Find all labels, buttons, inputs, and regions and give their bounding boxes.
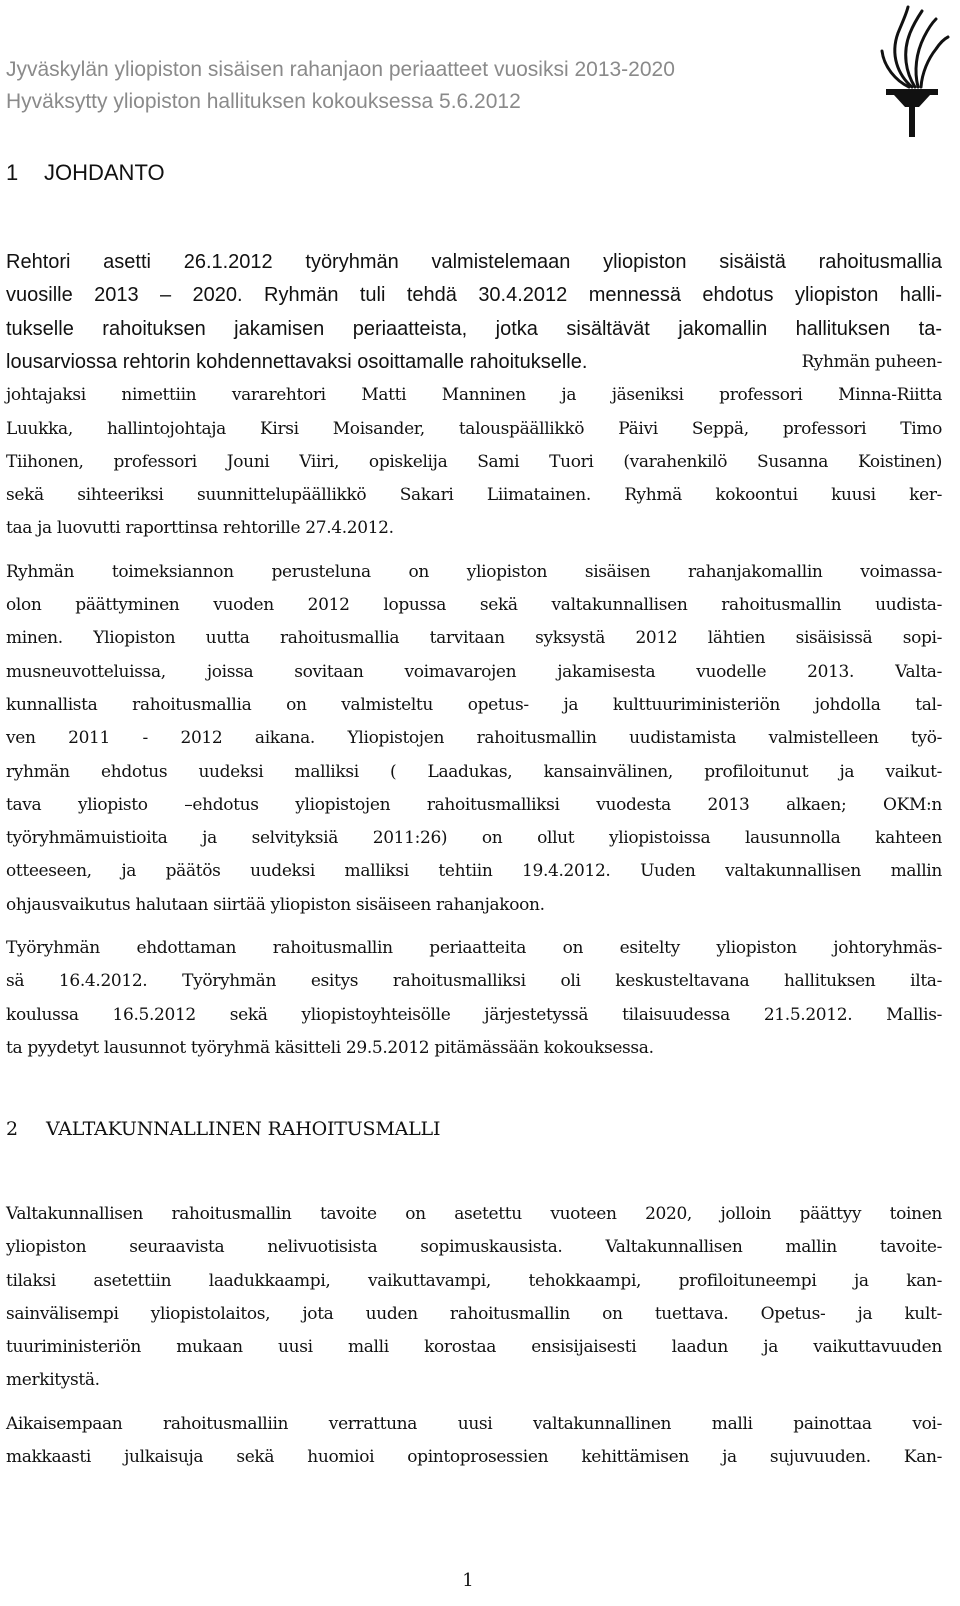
text-line [6, 346, 942, 379]
text-line: yliopiston seuraavista nelivuotisista sopimuskausista. Valtakunnallisen mallin tavoite- [6, 1237, 942, 1258]
text-line: tukselle rahoituksen jakamisen periaatteista, jotka sisältävät jakomallin hallituksen ta- [6, 317, 942, 340]
text-line: sainvälisempi yliopistolaitos, jota uuden rahoitusmallin on tuettava. Opetus- ja kult- [6, 1303, 942, 1324]
text-line: musneuvotteluissa, joissa sovitaan voimavarojen jakamisesta vuodelle 2013. Valta- [6, 661, 942, 682]
page-number: 1 [462, 1570, 474, 1591]
document-header [6, 54, 856, 118]
section-2-number: 2 [6, 1118, 18, 1140]
text-line: makkaasti julkaisuja sekä huomioi opintoprosessien kehittämisen ja sujuvuuden. Kan- [6, 1447, 942, 1468]
section-1-heading [6, 160, 165, 186]
text-line: kunnallista rahoitusmallia on valmisteltu opetus- ja kulttuuriministeriön johdolla tal- [6, 694, 942, 715]
text-line: Työryhmän ehdottaman rahoitusmallin periaatteita on esitelty yliopiston johtoryhmäs- [6, 938, 942, 959]
text-line: johtajaksi nimettiin vararehtori Matti Manninen ja jäseniksi professori Minna-Riitta [6, 385, 942, 406]
text-line: ryhmän ehdotus uudeksi malliksi ( Laadukas, kansainvälinen, profiloitunut ja vaikut- [6, 761, 942, 782]
paragraph-national-goal [6, 1198, 942, 1398]
section-2-title: VALTAKUNNALLINEN RAHOITUSMALLI [46, 1118, 441, 1140]
text-line: työryhmämuistioita ja selvityksiä 2011:26) on ollut yliopistoissa lausunnolla kahteen [6, 828, 942, 849]
torch-logo-icon [872, 3, 952, 139]
section-2-body [6, 1198, 942, 1484]
text-line: taa ja luovutti raporttinsa rehtorille 27.4.2012. [6, 518, 394, 539]
text-line: koulussa 16.5.2012 sekä yliopistoyhteisölle järjestetyssä tilaisuudessa 21.5.2012. Mallis- [6, 1004, 942, 1025]
paragraph-group-members [6, 379, 942, 545]
text-line: Luukka, hallintojohtaja Kirsi Moisander, talouspäällikkö Päivi Seppä, professori Timo [6, 418, 942, 439]
text-line: otteeseen, ja päätös uudeksi malliksi tehtiin 19.4.2012. Uuden valtakunnallisen mallin [6, 861, 942, 882]
text-line: ohjausvaikutus halutaan siirtää yliopiston sisäiseen rahanjakoon. [6, 894, 545, 915]
text-line: minen. Yliopiston uutta rahoitusmallia tarvitaan syksystä 2012 lähtien sisäisissä sopi- [6, 628, 942, 649]
paragraph-mandate [6, 556, 942, 922]
text-line: tava yliopisto –ehdotus yliopistojen rahoitusmalliksi vuodesta 2013 alkaen; OKM:n [6, 794, 942, 815]
text-line: Ryhmän toimeksiannon perusteluna on yliopiston sisäisen rahanjakomallin voimassa- [6, 561, 942, 582]
section-1-number: 1 [6, 160, 19, 185]
text-line: vuosille 2013 – 2020. Ryhmän tuli tehdä 30.4.2012 mennessä ehdotus yliopiston halli- [6, 284, 942, 307]
text-line: Valtakunnallisen rahoitusmallin tavoite on asetettu vuoteen 2020, jolloin päättyy toinen [6, 1204, 942, 1224]
text-line: merkitystä. [6, 1370, 100, 1391]
paragraph-comparison [6, 1408, 942, 1475]
text-line: tilaksi asetettiin laadukkaampi, vaikuttavampi, tehokkaampi, profiloituneempi ja kan- [6, 1270, 942, 1291]
section-1-title: JOHDANTO [44, 160, 165, 185]
paragraph-process [6, 932, 942, 1065]
intro-last-line: lousarviossa rehtorin kohdennettavaksi osoittamalle rahoitukselle. [6, 351, 588, 373]
text-line: ven 2011 - 2012 aikana. Yliopistojen rahoitusmallin uudistamista valmistelleen työ- [6, 728, 942, 749]
text-line: ta pyydetyt lausunnot työryhmä käsitteli 29.5.2012 pitämässään kokouksessa. [6, 1037, 654, 1058]
text-line: olon päättyminen vuoden 2012 lopussa sekä valtakunnallisen rahoitusmallin uudista- [6, 595, 942, 616]
text-line: Rehtori asetti 26.1.2012 työryhmän valmistelemaan yliopiston sisäistä rahoitusmallia [6, 251, 942, 273]
section-1-body [6, 346, 942, 1075]
text-line: tuuriministeriön mukaan uusi malli korostaa ensisijaisesti laadun ja vaikuttavuuden [6, 1337, 942, 1358]
text-line: sä 16.4.2012. Työryhmän esitys rahoitusmalliksi oli keskusteltavana hallituksen ilta- [6, 971, 942, 992]
section-2-heading [6, 1118, 440, 1140]
text-line: sekä sihteeriksi suunnittelupäällikkö Sakari Liimatainen. Ryhmä kokoontui kuusi ker- [6, 485, 942, 506]
intro-paragraph [6, 246, 942, 346]
header-approval-note: Hyväksytty yliopiston hallituksen kokouksessa 5.6.2012 [6, 90, 521, 113]
text-line: Tiihonen, professori Jouni Viiri, opiskelija Sami Tuori (varahenkilö Susanna Koistinen) [6, 451, 942, 472]
paragraph-1-start: Ryhmän puheen- [801, 352, 942, 372]
header-title: Jyväskylän yliopiston sisäisen rahanjaon periaatteet vuosiksi 2013-2020 [6, 58, 675, 81]
text-line: Aikaisempaan rahoitusmalliin verrattuna uusi valtakunnallinen malli painottaa voi- [6, 1413, 942, 1434]
